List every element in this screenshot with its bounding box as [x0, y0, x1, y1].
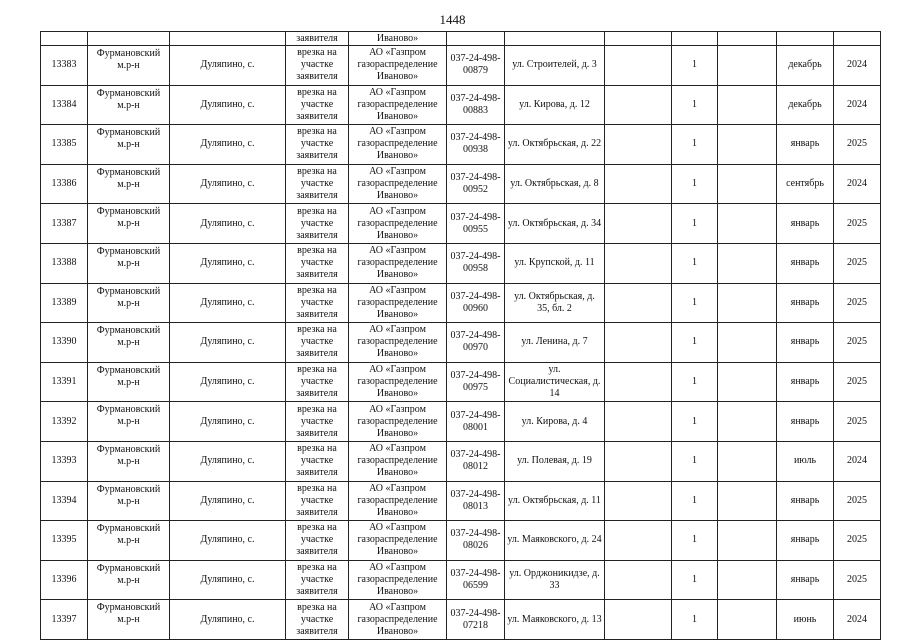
continued-row: [41, 32, 881, 46]
continued-cell-num: [41, 32, 88, 46]
cell-quantity: 1: [672, 402, 718, 442]
cell-empty: [605, 441, 672, 481]
table-row: [41, 164, 881, 204]
cell-address: ул. Кирова, д. 4: [505, 402, 605, 442]
cell-district: Фурмановский м.р-н: [88, 560, 170, 600]
cell-empty: [718, 164, 777, 204]
cell-month: январь: [777, 402, 834, 442]
cell-organization: АО «Газпром газораспределение Иваново»: [349, 283, 447, 323]
cell-address: ул. Строителей, д. 3: [505, 46, 605, 86]
cell-district: Фурмановский м.р-н: [88, 283, 170, 323]
cell-empty: [718, 560, 777, 600]
table-row: [41, 204, 881, 244]
cell-organization: АО «Газпром газораспределение Иваново»: [349, 243, 447, 283]
cell-address: ул. Октябрьская, д. 34: [505, 204, 605, 244]
cell-code: 037-24-498-00883: [447, 85, 505, 125]
cell-district: Фурмановский м.р-н: [88, 402, 170, 442]
cell-year: 2025: [834, 204, 881, 244]
cell-locality: Дуляпино, с.: [170, 560, 286, 600]
cell-code: 037-24-498-07218: [447, 600, 505, 640]
cell-address: ул. Октябрьская, д. 22: [505, 125, 605, 165]
cell-work-type: врезка на участке заявителя: [286, 521, 349, 561]
cell-month: январь: [777, 521, 834, 561]
cell-number: 13386: [41, 164, 88, 204]
cell-empty: [605, 46, 672, 86]
cell-organization: АО «Газпром газораспределение Иваново»: [349, 441, 447, 481]
cell-quantity: 1: [672, 600, 718, 640]
cell-locality: Дуляпино, с.: [170, 481, 286, 521]
table-row: [41, 323, 881, 363]
cell-empty: [718, 46, 777, 86]
cell-code: 037-24-498-00970: [447, 323, 505, 363]
cell-organization: АО «Газпром газораспределение Иваново»: [349, 323, 447, 363]
cell-empty: [718, 85, 777, 125]
cell-empty: [718, 283, 777, 323]
cell-quantity: 1: [672, 521, 718, 561]
cell-code: 037-24-498-00955: [447, 204, 505, 244]
cell-work-type: врезка на участке заявителя: [286, 362, 349, 402]
cell-quantity: 1: [672, 125, 718, 165]
cell-month: декабрь: [777, 46, 834, 86]
cell-address: ул. Октябрьская, д. 35, бл. 2: [505, 283, 605, 323]
cell-locality: Дуляпино, с.: [170, 362, 286, 402]
cell-empty: [605, 402, 672, 442]
cell-month: декабрь: [777, 85, 834, 125]
cell-address: ул. Крупской, д. 11: [505, 243, 605, 283]
cell-district: Фурмановский м.р-н: [88, 85, 170, 125]
cell-code: 037-24-498-08001: [447, 402, 505, 442]
page-number: 1448: [439, 12, 466, 27]
cell-code: 037-24-498-00958: [447, 243, 505, 283]
cell-locality: Дуляпино, с.: [170, 46, 286, 86]
table-row: [41, 46, 881, 86]
cell-locality: Дуляпино, с.: [170, 164, 286, 204]
cell-locality: Дуляпино, с.: [170, 283, 286, 323]
cell-work-type: врезка на участке заявителя: [286, 560, 349, 600]
cell-year: 2024: [834, 85, 881, 125]
cell-code: 037-24-498-00952: [447, 164, 505, 204]
cell-district: Фурмановский м.р-н: [88, 204, 170, 244]
cell-district: Фурмановский м.р-н: [88, 243, 170, 283]
cell-year: 2024: [834, 46, 881, 86]
cell-work-type: врезка на участке заявителя: [286, 125, 349, 165]
cell-empty: [605, 521, 672, 561]
cell-locality: Дуляпино, с.: [170, 441, 286, 481]
cell-work-type: врезка на участке заявителя: [286, 243, 349, 283]
cell-empty: [605, 125, 672, 165]
cell-empty: [718, 402, 777, 442]
cell-number: 13388: [41, 243, 88, 283]
cell-year: 2025: [834, 560, 881, 600]
cell-year: 2025: [834, 362, 881, 402]
cell-quantity: 1: [672, 560, 718, 600]
cell-quantity: 1: [672, 164, 718, 204]
cell-locality: Дуляпино, с.: [170, 85, 286, 125]
cell-number: 13387: [41, 204, 88, 244]
continued-cell-empty: [718, 32, 777, 46]
cell-locality: Дуляпино, с.: [170, 402, 286, 442]
cell-number: 13389: [41, 283, 88, 323]
cell-address: ул. Полевая, д. 19: [505, 441, 605, 481]
cell-organization: АО «Газпром газораспределение Иваново»: [349, 164, 447, 204]
cell-work-type: врезка на участке заявителя: [286, 46, 349, 86]
cell-locality: Дуляпино, с.: [170, 204, 286, 244]
cell-locality: Дуляпино, с.: [170, 243, 286, 283]
continued-cell-year: [834, 32, 881, 46]
cell-number: 13391: [41, 362, 88, 402]
cell-work-type: врезка на участке заявителя: [286, 85, 349, 125]
table-row: [41, 125, 881, 165]
cell-year: 2025: [834, 283, 881, 323]
cell-quantity: 1: [672, 243, 718, 283]
cell-number: 13392: [41, 402, 88, 442]
cell-work-type: врезка на участке заявителя: [286, 204, 349, 244]
cell-empty: [718, 600, 777, 640]
cell-quantity: 1: [672, 283, 718, 323]
cell-address: ул. Октябрьская, д. 8: [505, 164, 605, 204]
cell-code: 037-24-498-08013: [447, 481, 505, 521]
cell-district: Фурмановский м.р-н: [88, 600, 170, 640]
cell-number: 13393: [41, 441, 88, 481]
continued-cell-empty: [605, 32, 672, 46]
table-body: [41, 32, 881, 640]
table-row: [41, 600, 881, 640]
cell-month: январь: [777, 560, 834, 600]
cell-quantity: 1: [672, 46, 718, 86]
cell-empty: [718, 204, 777, 244]
cell-empty: [718, 323, 777, 363]
table-row: [41, 521, 881, 561]
cell-quantity: 1: [672, 85, 718, 125]
cell-organization: АО «Газпром газораспределение Иваново»: [349, 402, 447, 442]
cell-address: ул. Ленина, д. 7: [505, 323, 605, 363]
cell-locality: Дуляпино, с.: [170, 600, 286, 640]
cell-work-type: врезка на участке заявителя: [286, 402, 349, 442]
cell-empty: [605, 243, 672, 283]
cell-empty: [605, 283, 672, 323]
connections-table: [40, 31, 881, 640]
table-row: [41, 85, 881, 125]
cell-code: 037-24-498-00938: [447, 125, 505, 165]
cell-number: 13383: [41, 46, 88, 86]
cell-number: 13385: [41, 125, 88, 165]
cell-organization: АО «Газпром газораспределение Иваново»: [349, 560, 447, 600]
cell-work-type: врезка на участке заявителя: [286, 164, 349, 204]
cell-address: ул. Маяковского, д. 24: [505, 521, 605, 561]
cell-empty: [605, 85, 672, 125]
cell-code: 037-24-498-06599: [447, 560, 505, 600]
cell-number: 13395: [41, 521, 88, 561]
cell-district: Фурмановский м.р-н: [88, 481, 170, 521]
cell-year: 2025: [834, 402, 881, 442]
table-row: [41, 402, 881, 442]
cell-code: 037-24-498-00879: [447, 46, 505, 86]
table-row: [41, 362, 881, 402]
cell-empty: [605, 362, 672, 402]
cell-address: ул. Маяковского, д. 13: [505, 600, 605, 640]
cell-district: Фурмановский м.р-н: [88, 362, 170, 402]
cell-organization: АО «Газпром газораспределение Иваново»: [349, 85, 447, 125]
cell-month: январь: [777, 204, 834, 244]
cell-month: январь: [777, 283, 834, 323]
cell-district: Фурмановский м.р-н: [88, 164, 170, 204]
table-row: [41, 243, 881, 283]
table-row: [41, 560, 881, 600]
cell-empty: [605, 204, 672, 244]
cell-district: Фурмановский м.р-н: [88, 46, 170, 86]
cell-number: 13390: [41, 323, 88, 363]
cell-organization: АО «Газпром газораспределение Иваново»: [349, 125, 447, 165]
cell-work-type: врезка на участке заявителя: [286, 323, 349, 363]
continued-cell-org: Иваново»: [349, 32, 447, 46]
continued-cell-month: [777, 32, 834, 46]
cell-year: 2025: [834, 481, 881, 521]
cell-empty: [718, 441, 777, 481]
cell-code: 037-24-498-08026: [447, 521, 505, 561]
cell-locality: Дуляпино, с.: [170, 323, 286, 363]
cell-month: июнь: [777, 600, 834, 640]
cell-organization: АО «Газпром газораспределение Иваново»: [349, 46, 447, 86]
cell-number: 13396: [41, 560, 88, 600]
cell-address: ул. Октябрьская, д. 11: [505, 481, 605, 521]
table-row: [41, 283, 881, 323]
cell-month: январь: [777, 481, 834, 521]
cell-year: 2024: [834, 441, 881, 481]
cell-number: 13394: [41, 481, 88, 521]
cell-work-type: врезка на участке заявителя: [286, 283, 349, 323]
cell-empty: [605, 323, 672, 363]
continued-cell-district: [88, 32, 170, 46]
cell-quantity: 1: [672, 204, 718, 244]
cell-empty: [718, 243, 777, 283]
cell-empty: [718, 125, 777, 165]
cell-locality: Дуляпино, с.: [170, 521, 286, 561]
cell-empty: [718, 481, 777, 521]
cell-work-type: врезка на участке заявителя: [286, 441, 349, 481]
cell-address: ул. Кирова, д. 12: [505, 85, 605, 125]
cell-quantity: 1: [672, 441, 718, 481]
cell-district: Фурмановский м.р-н: [88, 125, 170, 165]
cell-organization: АО «Газпром газораспределение Иваново»: [349, 521, 447, 561]
cell-quantity: 1: [672, 481, 718, 521]
continued-cell-locality: [170, 32, 286, 46]
cell-code: 037-24-498-00975: [447, 362, 505, 402]
table-row: [41, 441, 881, 481]
cell-work-type: врезка на участке заявителя: [286, 481, 349, 521]
cell-organization: АО «Газпром газораспределение Иваново»: [349, 600, 447, 640]
cell-district: Фурмановский м.р-н: [88, 441, 170, 481]
cell-month: сентябрь: [777, 164, 834, 204]
table-row: [41, 481, 881, 521]
cell-locality: Дуляпино, с.: [170, 125, 286, 165]
continued-cell-work: заявителя: [286, 32, 349, 46]
cell-district: Фурмановский м.р-н: [88, 323, 170, 363]
cell-year: 2025: [834, 323, 881, 363]
continued-cell-qty: [672, 32, 718, 46]
cell-quantity: 1: [672, 323, 718, 363]
cell-work-type: врезка на участке заявителя: [286, 600, 349, 640]
cell-quantity: 1: [672, 362, 718, 402]
cell-month: январь: [777, 323, 834, 363]
cell-year: 2024: [834, 600, 881, 640]
cell-month: январь: [777, 125, 834, 165]
cell-number: 13384: [41, 85, 88, 125]
cell-number: 13397: [41, 600, 88, 640]
cell-code: 037-24-498-08012: [447, 441, 505, 481]
continued-cell-address: [505, 32, 605, 46]
cell-month: июль: [777, 441, 834, 481]
cell-empty: [718, 521, 777, 561]
cell-month: январь: [777, 362, 834, 402]
cell-empty: [605, 481, 672, 521]
continued-cell-code: [447, 32, 505, 46]
cell-year: 2025: [834, 243, 881, 283]
cell-year: 2025: [834, 125, 881, 165]
cell-empty: [605, 600, 672, 640]
cell-address: ул. Орджоникидзе, д. 33: [505, 560, 605, 600]
cell-empty: [718, 362, 777, 402]
cell-address: ул. Социалистическая, д. 14: [505, 362, 605, 402]
cell-organization: АО «Газпром газораспределение Иваново»: [349, 481, 447, 521]
cell-district: Фурмановский м.р-н: [88, 521, 170, 561]
cell-organization: АО «Газпром газораспределение Иваново»: [349, 204, 447, 244]
cell-organization: АО «Газпром газораспределение Иваново»: [349, 362, 447, 402]
cell-code: 037-24-498-00960: [447, 283, 505, 323]
cell-empty: [605, 164, 672, 204]
cell-year: 2025: [834, 521, 881, 561]
cell-month: январь: [777, 243, 834, 283]
cell-empty: [605, 560, 672, 600]
cell-year: 2024: [834, 164, 881, 204]
